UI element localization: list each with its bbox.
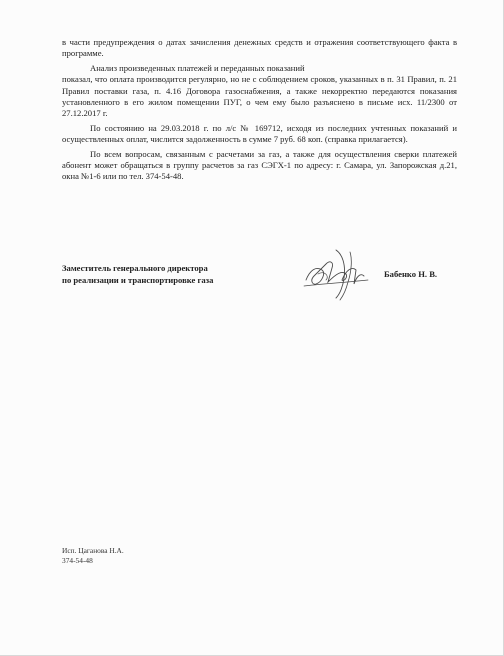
letter-body: [62, 37, 457, 183]
paragraph-2: Анализ произведенных платежей и переданных показаний: [90, 62, 305, 73]
paragraph-1: в части предупреждения о датах зачисления денежных средств и отражения соответствующего факта в программе.: [62, 37, 457, 59]
executor-name: Исп. Цаганова Н.А.: [62, 546, 124, 555]
signatory-title: [62, 262, 213, 286]
executor-info: [62, 546, 124, 566]
signature-block: [62, 262, 462, 302]
handwritten-signature: [296, 240, 376, 304]
paragraph-4: По состоянию на 29.03.2018 г. по л/с № 169712, исходя из последних учтенных показаний и осуществленных оплат, числится задолженность в сумме 7 руб. 68 коп. (справка прилагается).: [62, 122, 457, 145]
signatory-title-line-1: Заместитель генерального директора: [62, 263, 208, 273]
executor-phone: 374-54-48: [62, 556, 93, 565]
signatory-title-line-2: по реализации и транспортировке газа: [62, 275, 214, 285]
paragraph-5: По всем вопросам, связанным с расчетами за газ, а также для осуществления сверки платежей абонент может обращаться в группу расчетов за газ СЭГХ-1 по адресу: г. Самара, ул. Запорожская д.21, окна №1-6 или по тел. 374-54-48.: [62, 148, 457, 182]
paragraph-3: показал, что оплата производится регулярно, но не с соблюдением сроков, указанных в п. 31 Правил, п. 21 Правил поставки газа, п. 4.16 Договора газоснабжения, а также некорректно передаются показания установленного в его жилом помещении ПУГ, о чем ему было разъяснено в письме исх. 11/2300 от 27.12.2017 г.: [62, 74, 457, 119]
signatory-name: Бабенко Н. В.: [384, 269, 438, 279]
